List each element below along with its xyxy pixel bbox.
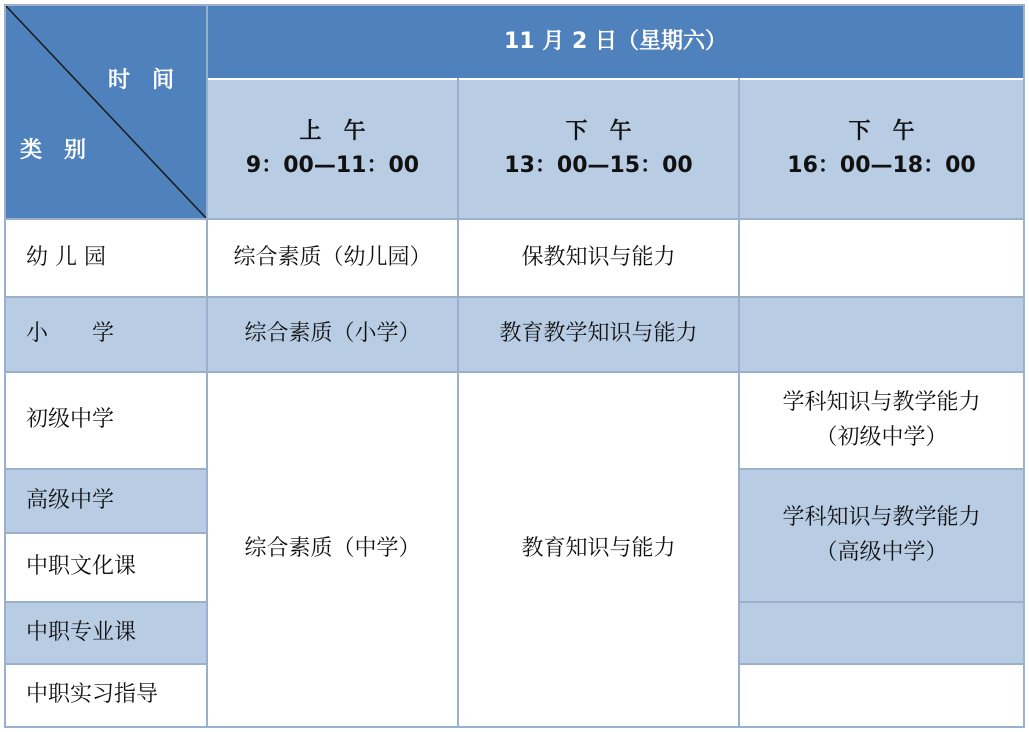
row-divider-2 — [4, 371, 1025, 373]
cell-middle-morning: 综合素质（中学） — [208, 373, 457, 726]
col-divider-1 — [206, 4, 208, 728]
row-label-senior-high: 高级中学 — [6, 470, 206, 532]
row-label-vocational-culture: 中职文化课 — [6, 534, 206, 601]
row-divider-5-right — [738, 601, 1025, 603]
row-divider-5-left — [4, 601, 208, 603]
session-name: 下 午 — [565, 118, 632, 144]
cell-kindergarten-afternoon-1: 保教知识与能力 — [459, 220, 738, 296]
col-divider-3 — [738, 78, 740, 728]
row-label-kindergarten: 幼 儿 园 — [6, 220, 206, 296]
row-label-junior-middle: 初级中学 — [6, 373, 206, 468]
session-time: 13：00—15：00 — [504, 153, 693, 178]
date-label: 11 月 2 日（星期六） — [504, 28, 727, 54]
session-header-afternoon-1 — [459, 80, 738, 218]
row-label-primary: 小 学 — [6, 298, 206, 371]
col-divider-2 — [457, 78, 459, 728]
row-divider-6-right — [738, 663, 1025, 665]
cell-kindergarten-morning: 综合素质（幼儿园） — [208, 220, 457, 296]
row-divider-header — [4, 218, 1025, 220]
row-divider-4-left — [4, 532, 208, 534]
session-name: 上 午 — [299, 118, 366, 144]
session-header-morning — [208, 80, 457, 218]
row-divider-1 — [4, 296, 1025, 298]
session-time: 16：00—18：00 — [787, 153, 976, 178]
cell-vocational-practice-afternoon-2 — [740, 665, 1023, 726]
table-border-bottom — [4, 726, 1025, 728]
session-header-afternoon-2 — [740, 80, 1023, 218]
corner-label-time: 时 间 — [108, 68, 175, 93]
cell-senior-vocational-afternoon-2: 学科知识与教学能力 （高级中学） — [740, 470, 1023, 601]
row-divider-3-right — [738, 468, 1025, 470]
row-label-vocational-major: 中职专业课 — [6, 603, 206, 663]
cell-primary-afternoon-1: 教育教学知识与能力 — [459, 298, 738, 371]
row-divider-6-left — [4, 663, 208, 665]
table-border-right — [1023, 4, 1025, 728]
header-corner-cell — [6, 6, 206, 218]
table-border-top — [4, 4, 1025, 6]
cell-middle-afternoon-1: 教育知识与能力 — [459, 373, 738, 726]
session-time: 9：00—11：00 — [245, 153, 420, 178]
cell-primary-afternoon-2 — [740, 298, 1023, 371]
date-header — [208, 6, 1023, 78]
corner-label-category: 类 别 — [20, 138, 87, 163]
header-divider-white — [208, 78, 1023, 80]
session-name: 下 午 — [848, 118, 915, 144]
cell-primary-morning: 综合素质（小学） — [208, 298, 457, 371]
cell-junior-afternoon-2: 学科知识与教学能力 （初级中学） — [740, 373, 1023, 468]
row-divider-3-left — [4, 468, 208, 470]
row-label-vocational-practice: 中职实习指导 — [6, 665, 206, 726]
cell-vocational-major-afternoon-2 — [740, 603, 1023, 663]
cell-kindergarten-afternoon-2 — [740, 220, 1023, 296]
diagonal-divider — [6, 6, 206, 218]
table-border-left — [4, 4, 6, 728]
